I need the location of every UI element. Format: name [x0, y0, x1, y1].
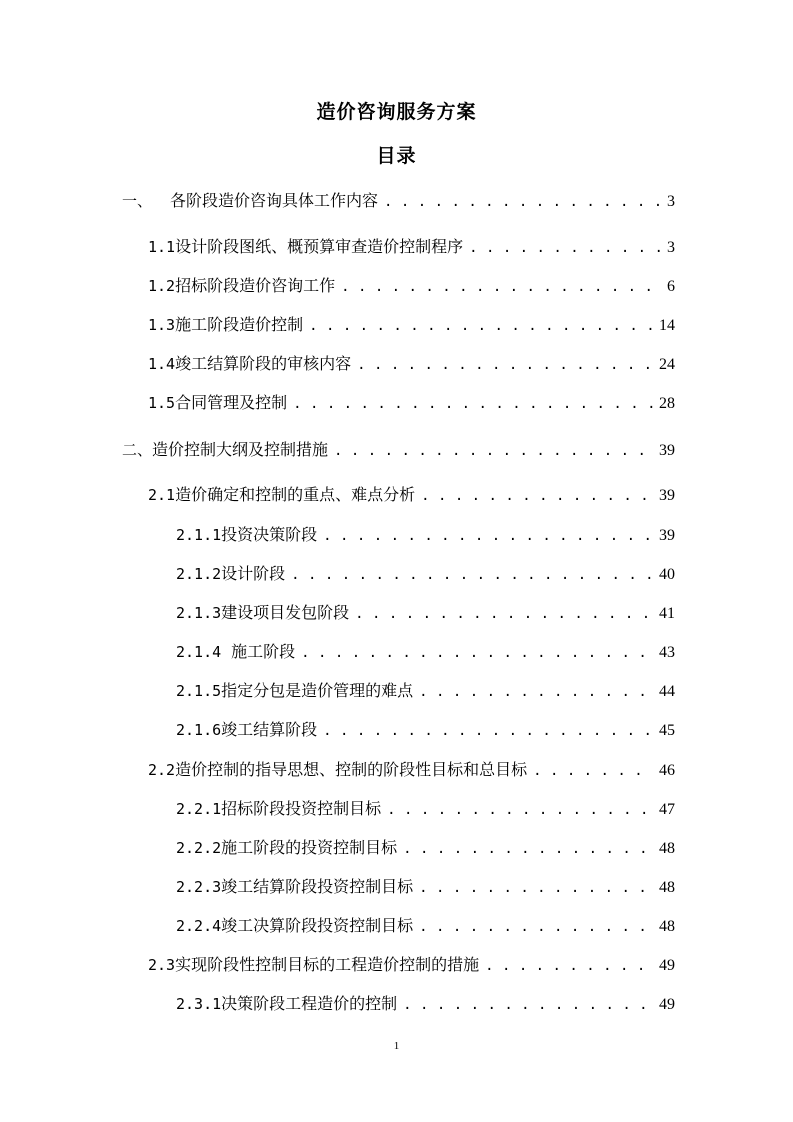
toc-entry-page: 3 — [667, 193, 675, 210]
toc-entry-title: 招标阶段投资控制目标 — [221, 799, 382, 818]
toc-entry[interactable] — [176, 639, 675, 665]
toc-leader-dots — [403, 992, 653, 1018]
toc-entry-page: 3 — [667, 239, 675, 256]
toc-entry-page: 40 — [659, 566, 675, 583]
toc-entry-number: 2.2.4 — [176, 917, 222, 935]
toc-entry-number: 2.2 — [148, 761, 176, 779]
toc-entry[interactable] — [148, 757, 675, 783]
toc-entry[interactable] — [176, 874, 675, 900]
toc-leader-dots — [323, 523, 653, 549]
toc-leader-dots — [469, 235, 661, 261]
toc-entry[interactable] — [148, 390, 675, 416]
toc-entry-number: 二、 — [122, 441, 153, 459]
toc-entry-page: 41 — [659, 605, 675, 622]
toc-entry-number: 2.1.2 — [176, 565, 222, 583]
toc-entry-page: 44 — [659, 683, 675, 700]
toc-leader-dots — [309, 313, 653, 339]
toc-entry-page: 48 — [659, 840, 675, 857]
toc-leader-dots — [357, 352, 653, 378]
toc-entry-title: 竣工决算阶段投资控制目标 — [221, 916, 414, 935]
toc-leader-dots — [403, 836, 653, 862]
toc-entry[interactable] — [176, 561, 675, 587]
toc-entry-title: 投资决策阶段 — [221, 525, 318, 544]
toc-entry-number: 1.4 — [148, 355, 176, 373]
toc-entry-page: 39 — [659, 442, 675, 459]
toc-entry-page: 39 — [659, 487, 675, 504]
toc-entry-title: 竣工结算阶段的审核内容 — [175, 354, 352, 373]
toc-entry-number: 2.1 — [148, 486, 176, 504]
toc-entry-number: 2.3.1 — [176, 995, 222, 1013]
toc-entry[interactable] — [148, 234, 675, 260]
toc-entry-title: 合同管理及控制 — [175, 393, 288, 412]
toc-leader-dots — [293, 391, 653, 417]
toc-entry-title: 造价确定和控制的重点、难点分析 — [175, 485, 416, 504]
toc-entry-title: 造价控制大纲及控制措施 — [152, 440, 329, 459]
toc-entry[interactable] — [148, 482, 675, 508]
toc-heading: 目录 — [376, 145, 417, 167]
toc-entry[interactable] — [176, 796, 675, 822]
toc-entry[interactable] — [148, 312, 675, 338]
toc-entry-title: 施工阶段的投资控制目标 — [221, 838, 398, 857]
footer-page-number: 1 — [393, 1040, 400, 1052]
toc-leader-dots — [387, 797, 653, 823]
toc-entry-number: 2.3 — [148, 956, 176, 974]
toc-entry-number: 1.3 — [148, 316, 176, 334]
toc-entry-number: 1.2 — [148, 277, 176, 295]
toc-leader-dots — [355, 601, 653, 627]
toc-entry-page: 49 — [659, 996, 675, 1013]
toc-entry-number: 2.1.1 — [176, 526, 222, 544]
toc-entry[interactable] — [176, 913, 675, 939]
toc-entry[interactable] — [176, 522, 675, 548]
toc-entry-page: 14 — [659, 317, 675, 334]
toc-entry-page: 46 — [659, 762, 675, 779]
toc-entry-title: 实现阶段性控制目标的工程造价控制的措施 — [175, 955, 480, 974]
toc-entry-number: 2.1.5 — [176, 682, 222, 700]
toc-entry-title: 决策阶段工程造价的控制 — [221, 994, 398, 1013]
toc-entry-number: 2.1.3 — [176, 604, 222, 622]
toc-entry[interactable] — [122, 188, 675, 214]
toc-leader-dots — [384, 189, 661, 215]
toc-entry-page: 47 — [659, 801, 675, 818]
toc-entry[interactable] — [148, 351, 675, 377]
toc-entry-number: 1.5 — [148, 394, 176, 412]
toc-entry-title: 施工阶段造价控制 — [175, 315, 304, 334]
toc-entry-number: 2.2.3 — [176, 878, 222, 896]
toc-leader-dots — [421, 483, 653, 509]
toc-entry-page: 28 — [659, 395, 675, 412]
toc-leader-dots — [533, 758, 653, 784]
toc-leader-dots — [323, 718, 653, 744]
toc-entry[interactable] — [176, 991, 675, 1017]
toc-entry[interactable] — [176, 600, 675, 626]
toc-entry-title: 设计阶段 — [221, 564, 286, 583]
toc-leader-dots — [301, 640, 653, 666]
toc-entry-page: 6 — [667, 278, 675, 295]
toc-entry-page: 39 — [659, 527, 675, 544]
toc-entry-title: 造价控制的指导思想、控制的阶段性目标和总目标 — [175, 760, 528, 779]
toc-leader-dots — [485, 953, 653, 979]
toc-leader-dots — [334, 438, 653, 464]
toc-entry-page: 24 — [659, 356, 675, 373]
toc-entry[interactable] — [122, 437, 675, 463]
toc-entry[interactable] — [176, 678, 675, 704]
toc-leader-dots — [341, 274, 661, 300]
toc-entry-title: 设计阶段图纸、概预算审查造价控制程序 — [175, 237, 464, 256]
toc-entry-number: 一、 — [122, 192, 153, 210]
toc-entry-page: 43 — [659, 644, 675, 661]
toc-entry[interactable] — [148, 952, 675, 978]
toc-entry-page: 49 — [659, 957, 675, 974]
toc-entry-number: 1.1 — [148, 238, 176, 256]
toc-entry[interactable] — [176, 835, 675, 861]
document-title: 造价咨询服务方案 — [316, 101, 477, 123]
toc-entry-number: 2.2.1 — [176, 800, 222, 818]
toc-entry-page: 48 — [659, 879, 675, 896]
toc-entry-number: 2.2.2 — [176, 839, 222, 857]
toc-leader-dots — [419, 875, 653, 901]
toc-leader-dots — [419, 679, 653, 705]
toc-entry-title: 建设项目发包阶段 — [221, 603, 350, 622]
toc-entry-title: 竣工结算阶段投资控制目标 — [221, 877, 414, 896]
toc-entry-title: 招标阶段造价咨询工作 — [175, 276, 336, 295]
toc-entry-title: 竣工结算阶段 — [221, 720, 318, 739]
toc-leader-dots — [419, 914, 653, 940]
toc-entry[interactable] — [148, 273, 675, 299]
toc-entry-number: 2.1.4 — [176, 643, 222, 661]
toc-entry-title: 施工阶段 — [231, 642, 296, 661]
toc-entry-page: 48 — [659, 918, 675, 935]
toc-entry[interactable] — [176, 717, 675, 743]
toc-entry-page: 45 — [659, 722, 675, 739]
toc-leader-dots — [291, 562, 653, 588]
toc-entry-title: 指定分包是造价管理的难点 — [221, 681, 414, 700]
toc-entry-number: 2.1.6 — [176, 721, 222, 739]
toc-entry-title: 各阶段造价咨询具体工作内容 — [170, 191, 379, 210]
